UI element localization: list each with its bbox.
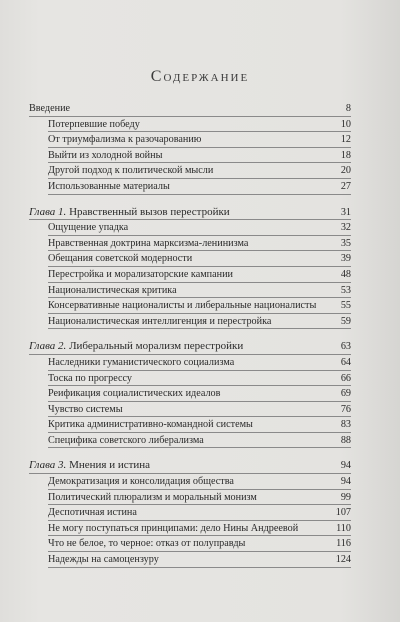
toc-entry[interactable]: [29, 490, 351, 506]
toc-page-number: 48: [340, 268, 351, 280]
toc-page-number: 55: [340, 300, 351, 312]
toc-divider-rule: [48, 447, 351, 448]
toc-page-number: 110: [336, 522, 351, 534]
toc-divider-rule: [48, 194, 351, 195]
page-title: Содержание: [150, 68, 250, 85]
toc-entry[interactable]: [29, 220, 351, 236]
toc-page-number: 20: [340, 165, 351, 177]
toc-entry[interactable]: [29, 355, 351, 371]
toc-entry-label: [48, 117, 140, 133]
toc-page-number: 10: [340, 118, 351, 130]
toc-entry-label: [48, 386, 220, 402]
chapter-number: Глава 1.: [29, 205, 67, 218]
toc-entry-title: Обещания советской модерности: [48, 253, 193, 265]
toc-divider-rule: [48, 567, 351, 568]
toc-page-number: 35: [340, 237, 351, 249]
toc-entry-label: [48, 552, 159, 568]
toc-page-number: 12: [340, 134, 351, 146]
toc-chapter-entry[interactable]: [29, 458, 351, 474]
toc-entry[interactable]: [29, 314, 351, 330]
toc-page-number: 31: [340, 206, 351, 218]
toc-page-number: 83: [340, 419, 351, 431]
toc-chapter-entry[interactable]: [29, 339, 351, 355]
toc-entry-title: Использованные материалы: [48, 180, 170, 192]
toc-entry-title: Националистическая критика: [48, 284, 177, 296]
toc-entry-title: Критика административно-командной системы: [48, 419, 253, 431]
toc-entry-label: [48, 163, 213, 179]
toc-entry[interactable]: [29, 433, 351, 449]
toc-entry-label: [48, 521, 298, 537]
toc-entry-label: [48, 433, 204, 449]
toc-entry-label: [29, 458, 150, 474]
toc-page-number: 94: [340, 476, 351, 488]
toc-entry-label: [48, 220, 128, 236]
toc-entry[interactable]: [29, 117, 351, 133]
toc-entry-label: [48, 283, 177, 299]
toc-entry[interactable]: [29, 148, 351, 164]
toc-entry-label: [48, 251, 192, 267]
toc-entry-title: Специфика советского либерализма: [48, 434, 204, 446]
toc-entry[interactable]: [29, 298, 351, 314]
toc-entry-title: Выйти из холодной войны: [48, 149, 163, 161]
toc-entry[interactable]: [29, 417, 351, 433]
toc-entry[interactable]: [29, 283, 351, 299]
toc-entry-title: Другой подход к политической мысли: [48, 165, 214, 177]
toc-page-number: 88: [340, 434, 351, 446]
toc-entry-label: [48, 148, 162, 164]
toc-entry[interactable]: [29, 536, 351, 552]
toc-page-number: 63: [340, 341, 351, 353]
toc-entry[interactable]: [29, 505, 351, 521]
chapter-number: Глава 2.: [29, 340, 67, 353]
toc-entry-title: Политический плюрализм и моральный монизм: [48, 491, 257, 503]
toc-entry-title: Националистическая интеллигенция и перестройка: [48, 315, 272, 327]
toc-entry-title: Консервативные националисты и либеральные националисты: [48, 300, 317, 312]
toc-entry[interactable]: [29, 474, 351, 490]
toc-chapter-entry[interactable]: [29, 101, 351, 117]
toc-entry-label: [48, 474, 234, 490]
toc-entry-label: [48, 505, 137, 521]
section-gap: [29, 329, 351, 339]
toc-page-number: 69: [340, 388, 351, 400]
toc-entry-title: Введение: [29, 103, 71, 114]
toc-entry[interactable]: [29, 402, 351, 418]
toc-page-number: 107: [335, 507, 351, 519]
toc-entry-label: [48, 314, 271, 330]
toc-entry-title: Нравственная доктрина марксизма-ленинизма: [48, 237, 249, 249]
toc-entry-label: [48, 132, 201, 148]
toc-entry-label: [29, 205, 230, 221]
toc-chapter-entry[interactable]: [29, 205, 351, 221]
chapter-number: Глава 3.: [29, 459, 67, 472]
table-of-contents: [29, 101, 351, 568]
toc-entry[interactable]: [29, 371, 351, 387]
toc-divider-rule: [48, 328, 351, 329]
toc-entry-label: [48, 267, 233, 283]
toc-entry-title: Мнения и истина: [69, 459, 151, 472]
toc-entry[interactable]: [29, 179, 351, 195]
toc-entry-label: [48, 417, 253, 433]
toc-entry[interactable]: [29, 552, 351, 568]
toc-page-number: 66: [340, 372, 351, 384]
toc-page-number: 64: [340, 356, 351, 368]
section-gap: [29, 448, 351, 458]
toc-entry-title: Тоска по прогрессу: [48, 372, 132, 384]
toc-entry-label: [48, 236, 248, 252]
toc-entry-label: [48, 402, 123, 418]
toc-entry[interactable]: [29, 163, 351, 179]
toc-entry-title: Потерпевшие победу: [48, 118, 140, 130]
toc-entry-label: [48, 536, 245, 552]
toc-entry[interactable]: [29, 251, 351, 267]
toc-entry-label: [48, 298, 316, 314]
toc-entry-title: Либеральный морализм перестройки: [69, 340, 244, 353]
toc-page-number: 53: [340, 284, 351, 296]
toc-entry-title: От триумфализма к разочарованию: [48, 134, 202, 146]
toc-page-number: 124: [335, 554, 351, 566]
toc-entry-title: Реификация социалистических идеалов: [48, 388, 221, 400]
toc-entry-label: [48, 490, 257, 506]
toc-entry-label: [29, 101, 70, 117]
toc-entry[interactable]: [29, 521, 351, 537]
toc-entry-title: Наследники гуманистического социализма: [48, 356, 235, 368]
toc-entry-title: Не могу поступаться принципами: дело Нины Андреевой: [48, 522, 299, 534]
toc-entry[interactable]: [29, 267, 351, 283]
toc-page-number: 94: [340, 460, 351, 472]
toc-entry-title: Что не белое, то черное: отказ от полуправды: [48, 538, 246, 550]
toc-entry-title: Чувство системы: [48, 403, 123, 415]
toc-entry[interactable]: [29, 386, 351, 402]
section-gap: [29, 195, 351, 205]
toc-entry-title: Ощущение упадка: [48, 222, 129, 234]
toc-entry-title: Надежды на самоцензуру: [48, 554, 159, 566]
toc-entry[interactable]: [29, 132, 351, 148]
toc-page-number: 8: [345, 103, 351, 114]
toc-entry-title: Деспотичная истина: [48, 507, 137, 519]
toc-page-number: 116: [336, 538, 351, 550]
toc-page-number: 27: [340, 180, 351, 192]
toc-entry-label: [48, 355, 234, 371]
toc-page-number: 32: [340, 222, 351, 234]
toc-entry-label: [29, 339, 243, 355]
toc-page-number: 18: [340, 149, 351, 161]
toc-page-number: 76: [340, 403, 351, 415]
toc-entry[interactable]: [29, 236, 351, 252]
toc-page-number: 39: [340, 253, 351, 265]
toc-page-number: 99: [340, 491, 351, 503]
toc-entry-title: Демократизация и консолидация общества: [48, 476, 234, 488]
toc-entry-label: [48, 371, 132, 387]
toc-page-number: 59: [340, 315, 351, 327]
toc-entry-title: Перестройка и морализаторские кампании: [48, 268, 234, 280]
toc-entry-title: Нравственный вызов перестройки: [69, 205, 230, 218]
toc-entry-label: [48, 179, 170, 195]
